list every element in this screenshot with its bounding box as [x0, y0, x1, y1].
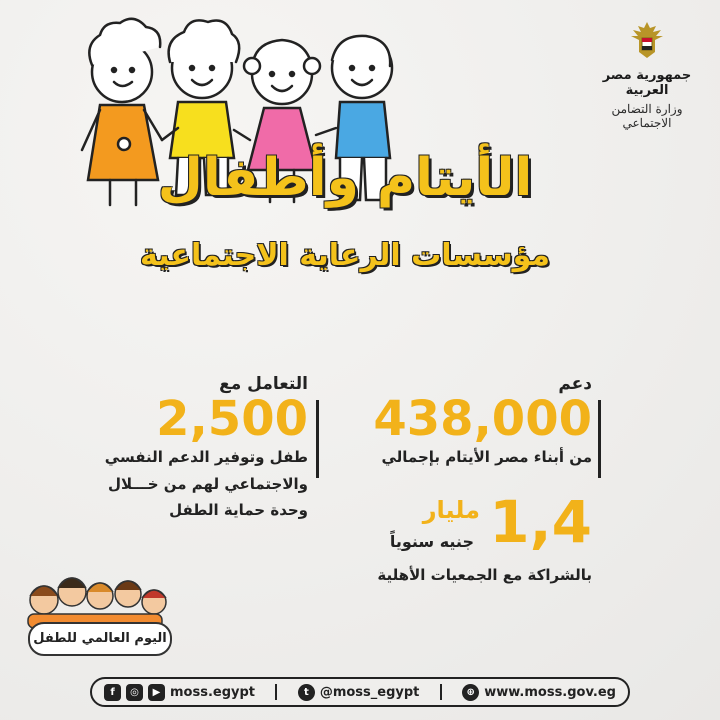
main-title: الأيتام وأطفال: [157, 148, 533, 208]
footer-separator: [275, 684, 277, 700]
twitter-handle-group[interactable]: [298, 684, 420, 701]
twitter-icon[interactable]: t: [298, 684, 315, 701]
website-url[interactable]: www.moss.gov.eg: [484, 684, 616, 700]
twitter-handle[interactable]: @moss_egypt: [319, 684, 420, 700]
orphans-support-block: [342, 374, 592, 471]
country-name: جمهورية مصر العربية: [602, 68, 692, 98]
children-count: 2,500: [156, 391, 308, 447]
protection-line-3: وحدة حماية الطفل: [169, 500, 308, 519]
support-label: دعم: [558, 374, 592, 394]
protection-line-2: والاجتماعي لهم من خـــلال: [107, 474, 308, 493]
dealing-label: التعامل مع: [219, 374, 308, 394]
ministry-name: وزارة التضامن الاجتماعي: [611, 102, 683, 130]
footer-separator: [440, 684, 442, 700]
left-divider: [316, 400, 319, 478]
funding-billion-word: مليار: [422, 496, 480, 524]
government-logo: [592, 18, 702, 130]
protection-line-1: طفل وتوفير الدعم النفسي: [104, 448, 308, 467]
orphans-description: من أبناء مصر الأيتام بإجمالي: [381, 448, 592, 467]
subtitle: مؤسسات الرعاية الاجتماعية: [140, 238, 550, 273]
world-children-day-label: اليوم العالمي للطفل: [28, 622, 172, 656]
globe-icon[interactable]: ⊕: [462, 684, 479, 701]
child-protection-block: [88, 374, 308, 523]
social-footer: [90, 677, 630, 707]
funding-amount: 1,4: [489, 488, 592, 556]
instagram-icon[interactable]: ◎: [126, 684, 143, 701]
right-divider: [598, 400, 601, 478]
annual-funding: [362, 488, 592, 558]
partnership-text: بالشراكة مع الجمعيات الأهلية: [377, 566, 592, 584]
facebook-icon[interactable]: f: [104, 684, 121, 701]
funding-unit: جنيه سنوياً: [389, 532, 474, 551]
facebook-handle[interactable]: moss.egypt: [170, 684, 256, 700]
eagle-emblem-icon: [625, 18, 669, 62]
orphans-count: 438,000: [373, 391, 592, 447]
youtube-icon[interactable]: ▶: [148, 684, 165, 701]
website-group[interactable]: [462, 684, 616, 701]
facebook-handle-group[interactable]: [104, 684, 255, 701]
